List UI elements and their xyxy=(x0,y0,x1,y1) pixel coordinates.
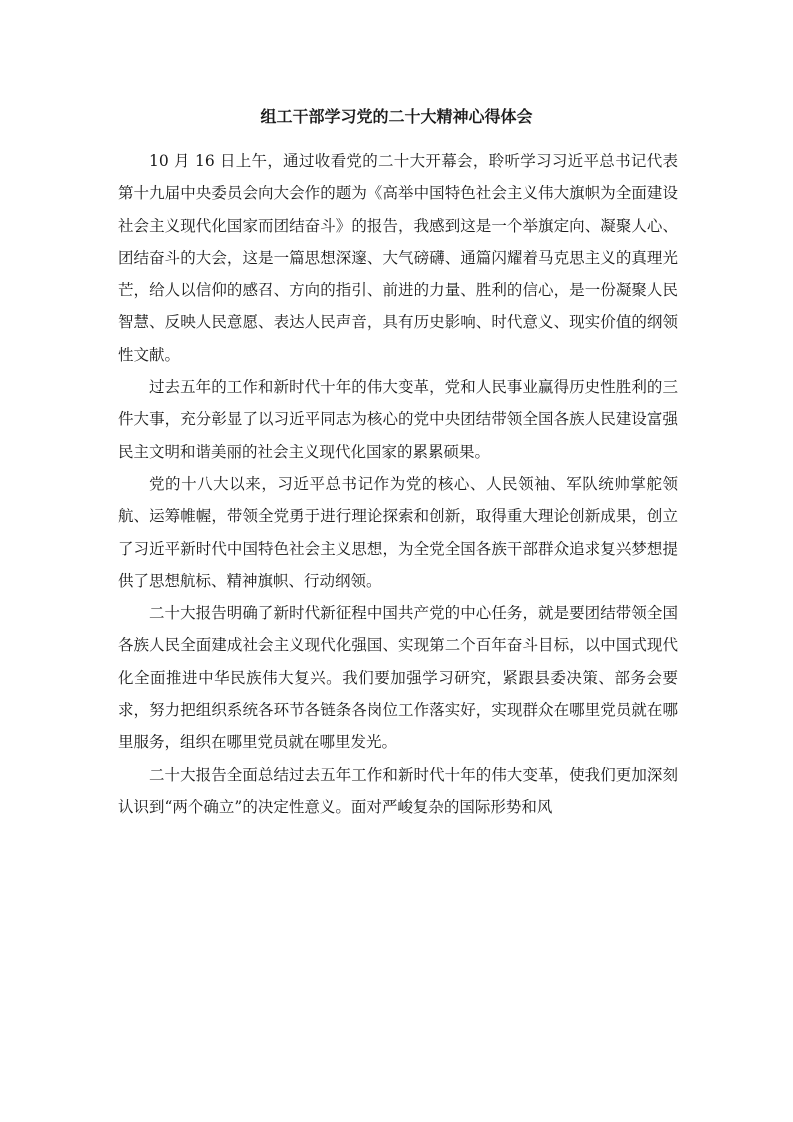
paragraph-2: 过去五年的工作和新时代十年的伟大变革，党和人民事业赢得历史性胜利的三件大事，充分彰显了以习近平同志为核心的党中央团结带领全国各族人民建设富强民主文明和谐美丽的社会主义现代化国家的累累硕果。 xyxy=(118,378,678,461)
paragraph-1: 10 月 16 日上午，通过收看党的二十大开幕会，聆听学习习近平总书记代表第十九届中央委员会向大会作的题为《高举中国特色社会主义伟大旗帜为全面建设社会主义现代化国家而团结奋斗》的报告，我感到这是一个举旗定向、凝聚人心、团结奋斗的大会，这是一篇思想深邃、大气磅礴、通篇闪耀着马克思主义的真理光芒，给人以信仰的感召、方向的指引、前进的力量、胜利的信心，是一份凝聚人民智慧、反映人民意愿、表达人民声音，具有历史影响、时代意义、现实价值的纲领性文献。 xyxy=(118,152,678,364)
paragraph-4: 二十大报告明确了新时代新征程中国共产党的中心任务，就是要团结带领全国各族人民全面建成社会主义现代化强国、实现第二个百年奋斗目标，以中国式现代化全面推进中华民族伟大复兴。我们要加强学习研究，紧跟县委决策、部务会要求，努力把组织系统各环节各链条各岗位工作落实好，实现群众在哪里党员就在哪里服务，组织在哪里党员就在哪里发光。 xyxy=(118,604,678,752)
paragraph-5: 二十大报告全面总结过去五年工作和新时代十年的伟大变革，使我们更加深刻认识到“两个确立”的决定性意义。面对严峻复杂的国际形势和风 xyxy=(118,765,678,816)
document-body xyxy=(118,145,678,823)
document-title: 组工干部学习党的二十大精神心得体会 xyxy=(260,107,533,126)
paragraph-3: 党的十八大以来，习近平总书记作为党的核心、人民领袖、军队统帅掌舵领航、运筹帷幄，带领全党勇于进行理论探索和创新，取得重大理论创新成果，创立了习近平新时代中国特色社会主义思想，为全党全国各族干部群众追求复兴梦想提供了思想航标、精神旗帜、行动纲领。 xyxy=(118,474,678,590)
